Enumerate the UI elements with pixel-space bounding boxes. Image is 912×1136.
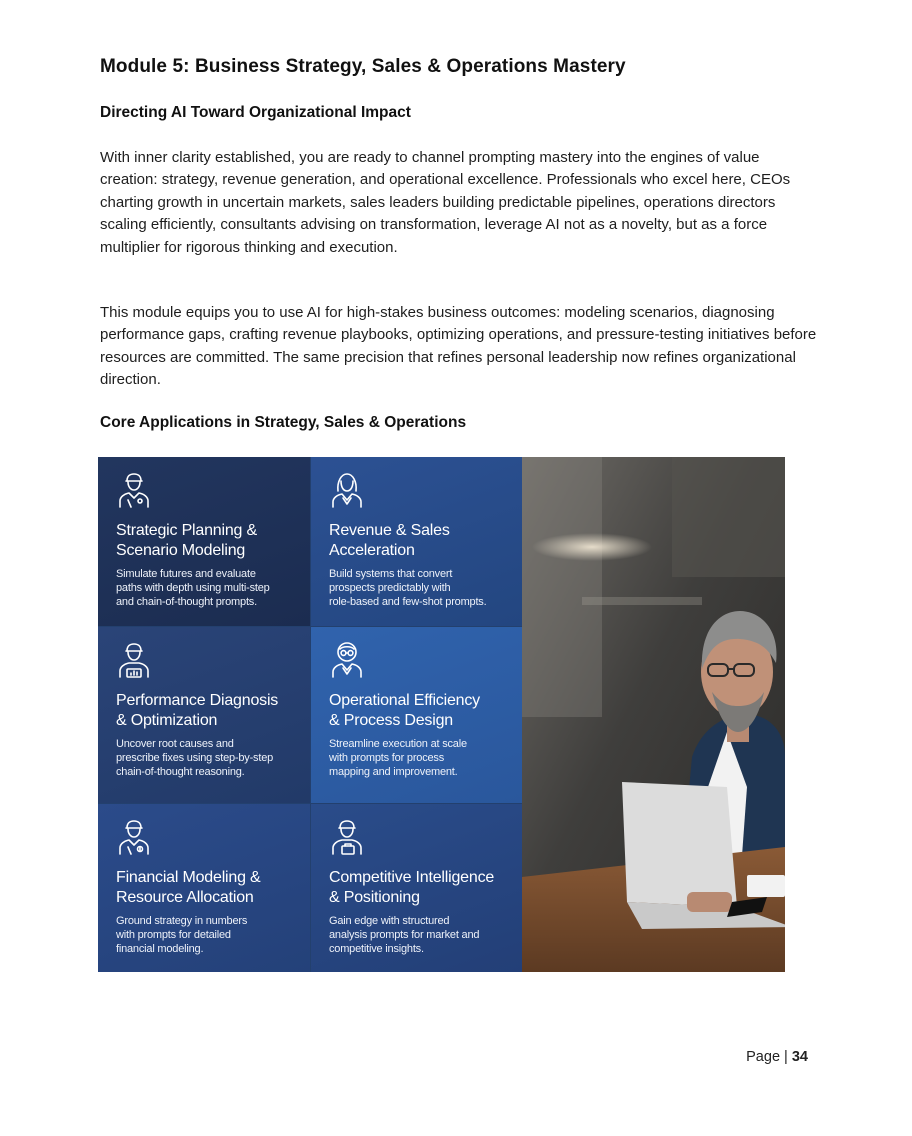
application-description: Ground strategy in numbers with prompts for detailed financial modeling.: [116, 915, 248, 955]
application-tile-strategic-planning: [98, 457, 310, 626]
core-applications-heading: Core Applications in Strategy, Sales & Operations: [100, 414, 467, 431]
application-description: Uncover root causes and prescribe fixes using step-by-step chain-of-thought reasoning.: [116, 738, 274, 778]
application-tile-performance-diagnosis: [98, 627, 310, 803]
application-description: Gain edge with structured analysis prompts for market and competitive insights.: [329, 915, 480, 955]
application-description: Build systems that convert prospects predictably with role-based and few-shot prompts.: [329, 568, 487, 608]
application-description: Simulate futures and evaluate paths with depth using multi-step and chain-of-thought prompts.: [116, 568, 270, 608]
application-title: Performance Diagnosis & Optimization: [116, 692, 279, 729]
analyst-icon: [116, 641, 152, 679]
application-tile-operational-efficiency: [311, 627, 522, 803]
professional-at-laptop-photo: [522, 457, 785, 972]
section-subtitle: Directing AI Toward Organizational Impact: [100, 104, 411, 121]
application-title: Competitive Intelligence & Positioning: [329, 869, 495, 906]
application-tile-competitive-intelligence: [311, 804, 522, 972]
applications-grid: [98, 457, 522, 972]
male-professional-icon: [116, 471, 152, 509]
strategist-icon: [329, 818, 365, 856]
module-paragraph: This module equips you to use AI for high-stakes business outcomes: modeling scenarios, diagnosing performance gaps, crafting revenue playbooks, optimizing operations, and pressure-testing initiatives before resources are committed. The same precision that refines personal leadership now refines organizational direction.: [100, 304, 817, 389]
application-description: Streamline execution at scale with prompts for process mapping and improvement.: [329, 738, 467, 778]
application-tile-financial-modeling: [98, 804, 310, 972]
page-number: [746, 1049, 808, 1065]
application-title: Operational Efficiency & Process Design: [329, 692, 480, 729]
page-separator: |: [784, 1049, 788, 1065]
manager-with-glasses-icon: [329, 641, 365, 679]
application-title: Strategic Planning & Scenario Modeling: [116, 522, 257, 559]
intro-paragraph: With inner clarity established, you are ready to channel prompting mastery into the engines of value creation: strategy, revenue generation, and operational excellence. Professionals who excel here, CEOs charting growth in uncertain markets, sales leaders building predictable pipelines, operations directors scaling efficiently, consultants advising on transformation, leverage AI not as a novelty, but as a force multiplier for rigorous thinking and execution.: [100, 149, 791, 256]
application-title: Financial Modeling & Resource Allocation: [116, 869, 261, 906]
application-title: Revenue & Sales Acceleration: [329, 522, 450, 559]
page-label: Page: [746, 1049, 781, 1065]
finance-professional-icon: [116, 818, 152, 856]
application-tile-revenue-sales: [311, 457, 522, 626]
page-number-value: 34: [791, 1049, 808, 1065]
female-professional-icon: [329, 471, 365, 509]
core-applications-infographic: [98, 457, 785, 972]
module-title: Module 5: Business Strategy, Sales & Operations Mastery: [100, 56, 626, 77]
